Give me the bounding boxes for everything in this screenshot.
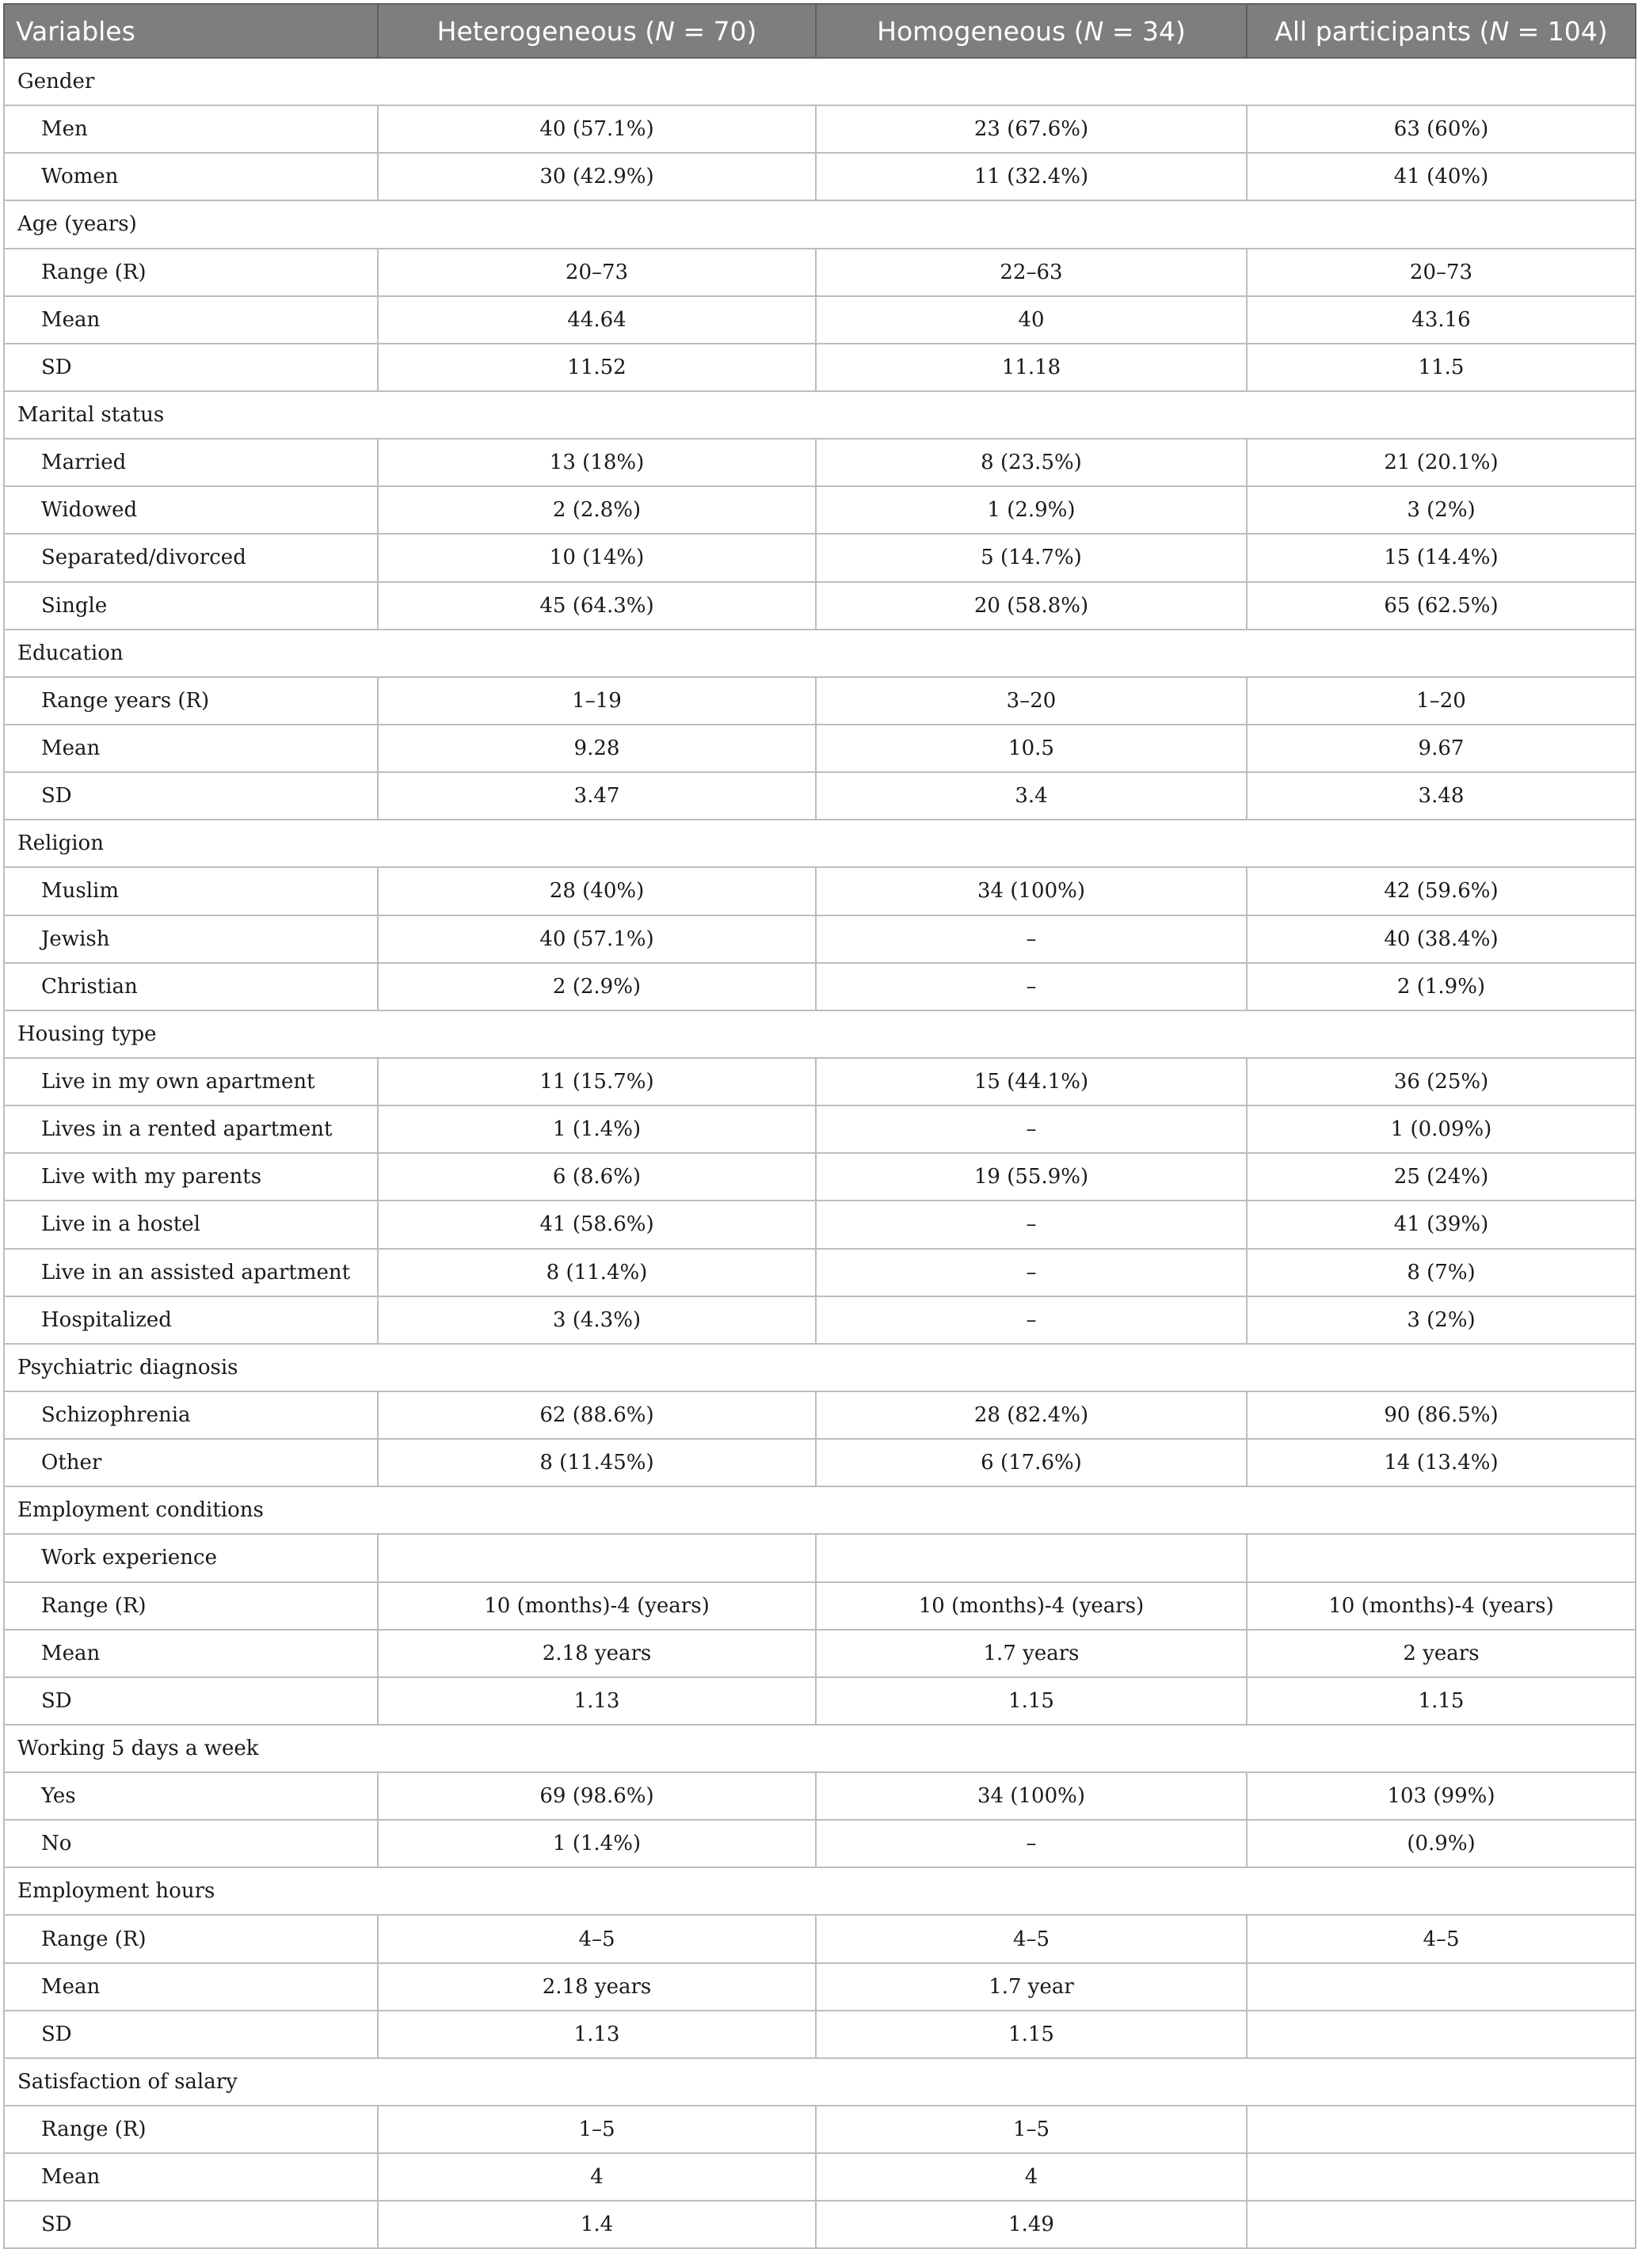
all-participants-value: 21 (20.1%) (1247, 439, 1636, 486)
homogeneous-value (816, 1534, 1247, 1581)
section-label: Marital status (4, 391, 1636, 439)
table-header (4, 4, 1636, 58)
section-label: Housing type (4, 1010, 1636, 1058)
table-row (4, 249, 1636, 296)
row-label: Live in a hostel (4, 1201, 378, 1248)
all-participants-value: 20–73 (1247, 249, 1636, 296)
table-row (4, 2011, 1636, 2058)
all-participants-value: 41 (39%) (1247, 1201, 1636, 1248)
row-label: Men (4, 105, 378, 153)
heterogeneous-value: 8 (11.4%) (378, 1249, 816, 1296)
row-label: Christian (4, 963, 378, 1010)
section-label: Age (years) (4, 200, 1636, 248)
section-label: Religion (4, 820, 1636, 867)
table-row (4, 1058, 1636, 1105)
section-row (4, 58, 1636, 105)
all-participants-value: 63 (60%) (1247, 105, 1636, 153)
row-label: Married (4, 439, 378, 486)
row-label: Hospitalized (4, 1296, 378, 1344)
table-row (4, 963, 1636, 1010)
demographics-table (3, 3, 1636, 2249)
heterogeneous-value: 1.13 (378, 2011, 816, 2058)
header-row (4, 4, 1636, 58)
table-row (4, 296, 1636, 344)
section-row (4, 630, 1636, 677)
row-label: Separated/divorced (4, 534, 378, 581)
row-label: Live with my parents (4, 1153, 378, 1201)
table-row (4, 2106, 1636, 2153)
homogeneous-value: 1 (2.9%) (816, 486, 1247, 534)
homogeneous-value: 15 (44.1%) (816, 1058, 1247, 1105)
table-row (4, 1534, 1636, 1581)
all-participants-value: 40 (38.4%) (1247, 915, 1636, 963)
all-participants-value: 2 years (1247, 1630, 1636, 1677)
all-participants-value: 90 (86.5%) (1247, 1391, 1636, 1439)
section-row (4, 2058, 1636, 2106)
heterogeneous-value: 2.18 years (378, 1630, 816, 1677)
heterogeneous-value: 44.64 (378, 296, 816, 344)
all-participants-value: 65 (62.5%) (1247, 582, 1636, 630)
homogeneous-value: 10.5 (816, 725, 1247, 772)
heterogeneous-value: 3 (4.3%) (378, 1296, 816, 1344)
homogeneous-value: 8 (23.5%) (816, 439, 1247, 486)
heterogeneous-value: 1–5 (378, 2106, 816, 2153)
table-row (4, 1105, 1636, 1153)
all-participants-value: 10 (months)-4 (years) (1247, 1582, 1636, 1630)
table-row (4, 1439, 1636, 1486)
section-row (4, 1486, 1636, 1534)
row-label: Yes (4, 1772, 378, 1820)
table-row (4, 105, 1636, 153)
table-row (4, 2153, 1636, 2201)
heterogeneous-value: 40 (57.1%) (378, 915, 816, 963)
section-row (4, 1867, 1636, 1915)
homogeneous-value: 3–20 (816, 677, 1247, 725)
header-heterogeneous-n: 70 (713, 15, 747, 47)
table-body (4, 58, 1636, 2248)
heterogeneous-value: 13 (18%) (378, 439, 816, 486)
table-row (4, 677, 1636, 725)
homogeneous-value: – (816, 1249, 1247, 1296)
homogeneous-value: – (816, 963, 1247, 1010)
heterogeneous-value: 2 (2.8%) (378, 486, 816, 534)
section-row (4, 1010, 1636, 1058)
table-row (4, 1249, 1636, 1296)
all-participants-value: 11.5 (1247, 344, 1636, 391)
heterogeneous-value: 11 (15.7%) (378, 1058, 816, 1105)
row-label: Mean (4, 2153, 378, 2201)
homogeneous-value: 1.15 (816, 1677, 1247, 1725)
table-row (4, 2201, 1636, 2248)
heterogeneous-value: 4 (378, 2153, 816, 2201)
all-participants-value: 103 (99%) (1247, 1772, 1636, 1820)
homogeneous-value: 4–5 (816, 1915, 1247, 1962)
row-label: Mean (4, 725, 378, 772)
row-label: Work experience (4, 1534, 378, 1581)
all-participants-value: 42 (59.6%) (1247, 867, 1636, 915)
table-row (4, 1772, 1636, 1820)
homogeneous-value: 1.49 (816, 2201, 1247, 2248)
row-label: Other (4, 1439, 378, 1486)
table-row (4, 153, 1636, 200)
homogeneous-value: – (816, 1820, 1247, 1867)
header-homogeneous-name: Homogeneous (877, 15, 1066, 47)
homogeneous-value: 1.7 year (816, 1963, 1247, 2011)
row-label: SD (4, 344, 378, 391)
row-label: SD (4, 1677, 378, 1725)
table-row (4, 534, 1636, 581)
heterogeneous-value: 1.13 (378, 1677, 816, 1725)
row-label: SD (4, 772, 378, 820)
homogeneous-value: 20 (58.8%) (816, 582, 1247, 630)
demographics-table-container (3, 3, 1635, 2249)
table-row (4, 1153, 1636, 1201)
heterogeneous-value: 45 (64.3%) (378, 582, 816, 630)
header-all-participants: All participants (N = 104) (1247, 4, 1636, 58)
header-all-participants-name: All participants (1274, 15, 1472, 47)
row-label: Range (R) (4, 1915, 378, 1962)
heterogeneous-value: 1 (1.4%) (378, 1105, 816, 1153)
homogeneous-value: 40 (816, 296, 1247, 344)
homogeneous-value: 1–5 (816, 2106, 1247, 2153)
heterogeneous-value: 10 (months)-4 (years) (378, 1582, 816, 1630)
row-label: Range (R) (4, 249, 378, 296)
homogeneous-value: 10 (months)-4 (years) (816, 1582, 1247, 1630)
section-label: Employment conditions (4, 1486, 1636, 1534)
all-participants-value: 1.15 (1247, 1677, 1636, 1725)
heterogeneous-value: 3.47 (378, 772, 816, 820)
all-participants-value: 36 (25%) (1247, 1058, 1636, 1105)
section-row (4, 200, 1636, 248)
row-label: Jewish (4, 915, 378, 963)
table-row (4, 1582, 1636, 1630)
heterogeneous-value: 10 (14%) (378, 534, 816, 581)
all-participants-value (1247, 1534, 1636, 1581)
row-label: SD (4, 2201, 378, 2248)
homogeneous-value: 34 (100%) (816, 867, 1247, 915)
heterogeneous-value: 1–19 (378, 677, 816, 725)
table-row (4, 1201, 1636, 1248)
homogeneous-value: 1.15 (816, 2011, 1247, 2058)
header-variables: Variables (4, 4, 378, 58)
table-row (4, 439, 1636, 486)
homogeneous-value: 34 (100%) (816, 1772, 1247, 1820)
table-row (4, 1963, 1636, 2011)
heterogeneous-value: 6 (8.6%) (378, 1153, 816, 1201)
section-label: Education (4, 630, 1636, 677)
section-label: Gender (4, 58, 1636, 105)
heterogeneous-value: 8 (11.45%) (378, 1439, 816, 1486)
table-row (4, 1630, 1636, 1677)
header-homogeneous-n: 34 (1141, 15, 1175, 47)
homogeneous-value: 11 (32.4%) (816, 153, 1247, 200)
heterogeneous-value: 41 (58.6%) (378, 1201, 816, 1248)
row-label: Schizophrenia (4, 1391, 378, 1439)
header-heterogeneous-name: Heterogeneous (436, 15, 637, 47)
homogeneous-value: 19 (55.9%) (816, 1153, 1247, 1201)
section-row (4, 1725, 1636, 1772)
all-participants-value (1247, 1963, 1636, 2011)
heterogeneous-value: 1 (1.4%) (378, 1820, 816, 1867)
table-row (4, 772, 1636, 820)
section-label: Psychiatric diagnosis (4, 1344, 1636, 1391)
all-participants-value (1247, 2011, 1636, 2058)
homogeneous-value: 28 (82.4%) (816, 1391, 1247, 1439)
section-row (4, 820, 1636, 867)
homogeneous-value: 5 (14.7%) (816, 534, 1247, 581)
all-participants-value (1247, 2153, 1636, 2201)
row-label: Lives in a rented apartment (4, 1105, 378, 1153)
all-participants-value (1247, 2106, 1636, 2153)
all-participants-value: 9.67 (1247, 725, 1636, 772)
row-label: Mean (4, 296, 378, 344)
table-row (4, 1677, 1636, 1725)
heterogeneous-value: 9.28 (378, 725, 816, 772)
section-row (4, 391, 1636, 439)
row-label: SD (4, 2011, 378, 2058)
all-participants-value: 15 (14.4%) (1247, 534, 1636, 581)
heterogeneous-value: 28 (40%) (378, 867, 816, 915)
heterogeneous-value: 2 (2.9%) (378, 963, 816, 1010)
heterogeneous-value: 62 (88.6%) (378, 1391, 816, 1439)
row-label: Live in an assisted apartment (4, 1249, 378, 1296)
homogeneous-value: – (816, 1296, 1247, 1344)
row-label: Mean (4, 1963, 378, 2011)
all-participants-value: 1–20 (1247, 677, 1636, 725)
table-row (4, 344, 1636, 391)
homogeneous-value: 23 (67.6%) (816, 105, 1247, 153)
heterogeneous-value: 40 (57.1%) (378, 105, 816, 153)
table-row (4, 1296, 1636, 1344)
all-participants-value: 41 (40%) (1247, 153, 1636, 200)
homogeneous-value: 3.4 (816, 772, 1247, 820)
table-row (4, 1820, 1636, 1867)
homogeneous-value: 4 (816, 2153, 1247, 2201)
row-label: No (4, 1820, 378, 1867)
row-label: Widowed (4, 486, 378, 534)
heterogeneous-value: 4–5 (378, 1915, 816, 1962)
homogeneous-value: 22–63 (816, 249, 1247, 296)
all-participants-value: 1 (0.09%) (1247, 1105, 1636, 1153)
table-row (4, 486, 1636, 534)
row-label: Mean (4, 1630, 378, 1677)
all-participants-value: 3 (2%) (1247, 1296, 1636, 1344)
row-label: Range (R) (4, 2106, 378, 2153)
section-row (4, 1344, 1636, 1391)
section-label: Satisfaction of salary (4, 2058, 1636, 2106)
row-label: Range (R) (4, 1582, 378, 1630)
all-participants-value: 14 (13.4%) (1247, 1439, 1636, 1486)
heterogeneous-value (378, 1534, 816, 1581)
section-label: Employment hours (4, 1867, 1636, 1915)
row-label: Live in my own apartment (4, 1058, 378, 1105)
row-label: Range years (R) (4, 677, 378, 725)
all-participants-value: 3 (2%) (1247, 486, 1636, 534)
table-row (4, 1391, 1636, 1439)
all-participants-value: 3.48 (1247, 772, 1636, 820)
all-participants-value: 25 (24%) (1247, 1153, 1636, 1201)
row-label: Women (4, 153, 378, 200)
homogeneous-value: – (816, 1201, 1247, 1248)
heterogeneous-value: 20–73 (378, 249, 816, 296)
homogeneous-value: – (816, 915, 1247, 963)
heterogeneous-value: 11.52 (378, 344, 816, 391)
header-all-participants-n: 104 (1547, 15, 1598, 47)
section-label: Working 5 days a week (4, 1725, 1636, 1772)
table-row (4, 867, 1636, 915)
table-row (4, 1915, 1636, 1962)
all-participants-value: 4–5 (1247, 1915, 1636, 1962)
table-row (4, 582, 1636, 630)
all-participants-value: 43.16 (1247, 296, 1636, 344)
heterogeneous-value: 69 (98.6%) (378, 1772, 816, 1820)
heterogeneous-value: 1.4 (378, 2201, 816, 2248)
homogeneous-value: – (816, 1105, 1247, 1153)
homogeneous-value: 1.7 years (816, 1630, 1247, 1677)
header-heterogeneous: Heterogeneous (N = 70) (378, 4, 816, 58)
all-participants-value: (0.9%) (1247, 1820, 1636, 1867)
homogeneous-value: 11.18 (816, 344, 1247, 391)
all-participants-value: 2 (1.9%) (1247, 963, 1636, 1010)
all-participants-value: 8 (7%) (1247, 1249, 1636, 1296)
heterogeneous-value: 2.18 years (378, 1963, 816, 2011)
homogeneous-value: 6 (17.6%) (816, 1439, 1247, 1486)
table-row (4, 915, 1636, 963)
table-row (4, 725, 1636, 772)
row-label: Single (4, 582, 378, 630)
header-homogeneous: Homogeneous (N = 34) (816, 4, 1247, 58)
heterogeneous-value: 30 (42.9%) (378, 153, 816, 200)
all-participants-value (1247, 2201, 1636, 2248)
row-label: Muslim (4, 867, 378, 915)
